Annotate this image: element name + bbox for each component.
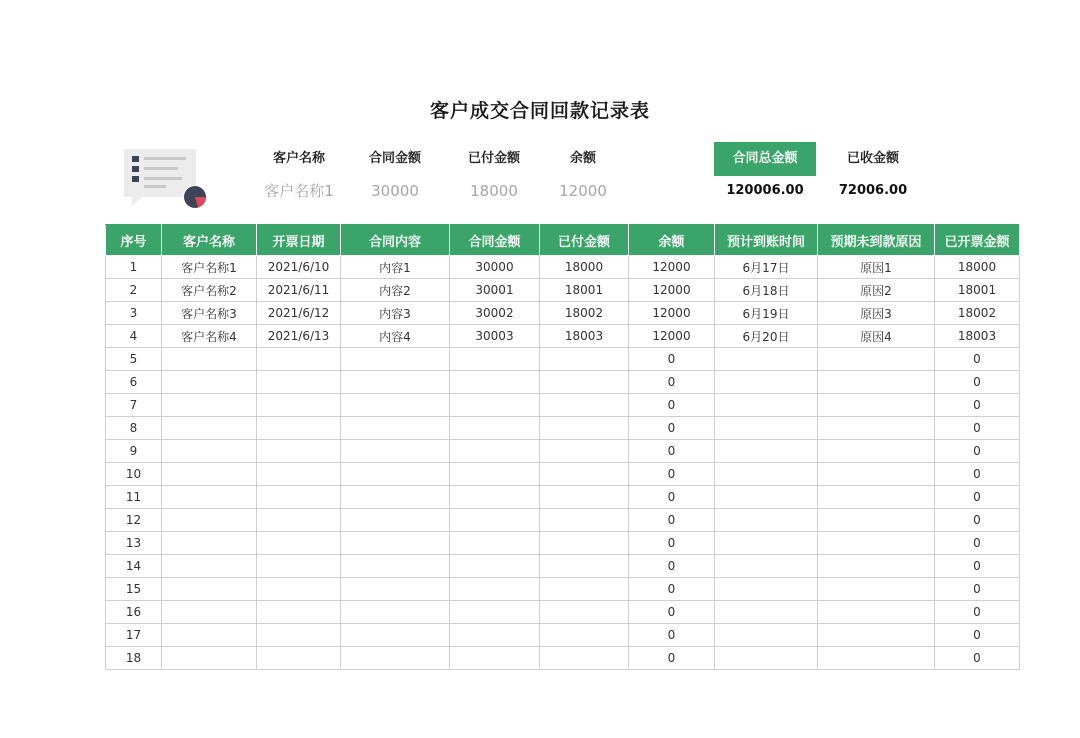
table-cell[interactable]: 0 — [629, 417, 715, 440]
table-cell[interactable] — [818, 555, 935, 578]
table-row — [106, 417, 1020, 440]
table-cell[interactable] — [818, 532, 935, 555]
table-cell[interactable] — [540, 348, 629, 371]
table-cell[interactable]: 6月19日 — [715, 302, 818, 325]
records-table — [105, 224, 1020, 670]
table-cell[interactable]: 10 — [106, 463, 162, 486]
table-cell[interactable] — [162, 509, 257, 532]
table-cell[interactable] — [450, 463, 540, 486]
table-cell[interactable]: 0 — [629, 532, 715, 555]
table-cell[interactable]: 18002 — [935, 302, 1020, 325]
table-cell[interactable] — [257, 555, 341, 578]
summary-received — [830, 147, 916, 201]
table-cell[interactable]: 18001 — [935, 279, 1020, 302]
summary-value-contract: 30000 — [371, 182, 419, 200]
table-cell[interactable] — [540, 647, 629, 670]
table-cell[interactable]: 0 — [935, 417, 1020, 440]
table-cell[interactable] — [162, 647, 257, 670]
table-cell[interactable] — [257, 348, 341, 371]
table-row — [106, 325, 1020, 348]
table-cell[interactable] — [341, 601, 450, 624]
table-cell[interactable]: 0 — [935, 394, 1020, 417]
table-row — [106, 279, 1020, 302]
column-header[interactable]: 预期未到款原因 — [818, 225, 935, 256]
table-cell[interactable] — [257, 578, 341, 601]
table-cell[interactable]: 0 — [629, 647, 715, 670]
table-cell[interactable] — [257, 486, 341, 509]
table-cell[interactable]: 原因4 — [818, 325, 935, 348]
table-cell[interactable] — [450, 348, 540, 371]
table-cell[interactable] — [162, 348, 257, 371]
table-cell[interactable]: 14 — [106, 555, 162, 578]
table-cell[interactable]: 0 — [935, 486, 1020, 509]
table-cell[interactable] — [257, 417, 341, 440]
table-cell[interactable]: 2 — [106, 279, 162, 302]
column-header[interactable]: 序号 — [106, 225, 162, 256]
table-row — [106, 256, 1020, 279]
table-cell[interactable] — [715, 601, 818, 624]
table-cell[interactable] — [162, 486, 257, 509]
table-cell[interactable] — [257, 394, 341, 417]
table-cell[interactable]: 0 — [935, 601, 1020, 624]
table-cell[interactable]: 2021/6/10 — [257, 256, 341, 279]
table-cell[interactable]: 30002 — [450, 302, 540, 325]
table-cell[interactable]: 0 — [935, 647, 1020, 670]
table-cell[interactable] — [257, 440, 341, 463]
table-row — [106, 532, 1020, 555]
table-cell[interactable] — [540, 555, 629, 578]
table-cell[interactable]: 16 — [106, 601, 162, 624]
summary-value-paid: 18000 — [470, 182, 518, 200]
table-cell[interactable]: 4 — [106, 325, 162, 348]
table-cell[interactable] — [162, 463, 257, 486]
table-row — [106, 440, 1020, 463]
table-cell[interactable]: 11 — [106, 486, 162, 509]
summary-value-balance: 12000 — [559, 182, 607, 200]
column-header[interactable]: 合同内容 — [341, 225, 450, 256]
table-cell[interactable] — [540, 624, 629, 647]
table-cell[interactable] — [715, 463, 818, 486]
table-row — [106, 578, 1020, 601]
table-cell[interactable]: 内容2 — [341, 279, 450, 302]
table-cell[interactable]: 原因2 — [818, 279, 935, 302]
table-cell[interactable]: 0 — [629, 348, 715, 371]
table-header-row — [106, 225, 1020, 256]
table-cell[interactable] — [540, 486, 629, 509]
table-cell[interactable] — [540, 417, 629, 440]
table-cell[interactable]: 12000 — [629, 256, 715, 279]
table-cell[interactable] — [450, 578, 540, 601]
table-cell[interactable]: 12 — [106, 509, 162, 532]
summary-label-total: 合同总金额 — [714, 142, 816, 176]
table-cell[interactable] — [818, 440, 935, 463]
table-cell[interactable]: 9 — [106, 440, 162, 463]
table-cell[interactable] — [818, 578, 935, 601]
table-cell[interactable]: 内容3 — [341, 302, 450, 325]
table-cell[interactable] — [257, 532, 341, 555]
table-row — [106, 302, 1020, 325]
table-cell[interactable] — [162, 394, 257, 417]
table-cell[interactable]: 0 — [629, 601, 715, 624]
table-cell[interactable]: 0 — [629, 624, 715, 647]
table-cell[interactable] — [162, 532, 257, 555]
table-cell[interactable] — [540, 463, 629, 486]
table-cell[interactable]: 6月18日 — [715, 279, 818, 302]
table-cell[interactable]: 18003 — [540, 325, 629, 348]
table-cell[interactable] — [341, 417, 450, 440]
table-cell[interactable]: 0 — [629, 509, 715, 532]
table-cell[interactable]: 0 — [629, 440, 715, 463]
table-row — [106, 486, 1020, 509]
table-cell[interactable] — [341, 486, 450, 509]
table-cell[interactable]: 0 — [629, 555, 715, 578]
table-cell[interactable] — [818, 509, 935, 532]
table-cell[interactable]: 0 — [629, 578, 715, 601]
table-cell[interactable] — [450, 394, 540, 417]
table-cell[interactable] — [540, 440, 629, 463]
document-chart-icon — [122, 148, 212, 212]
table-cell[interactable] — [540, 371, 629, 394]
column-header[interactable]: 已开票金额 — [935, 225, 1020, 256]
table-cell[interactable]: 0 — [629, 486, 715, 509]
column-header[interactable]: 客户名称 — [162, 225, 257, 256]
table-cell[interactable]: 18003 — [935, 325, 1020, 348]
summary-label-paid: 已付金额 — [467, 151, 520, 166]
column-header[interactable]: 预计到账时间 — [715, 225, 818, 256]
table-cell[interactable] — [818, 371, 935, 394]
table-cell[interactable] — [341, 578, 450, 601]
table-cell[interactable]: 18001 — [540, 279, 629, 302]
table-cell[interactable] — [450, 601, 540, 624]
table-cell[interactable] — [341, 532, 450, 555]
table-cell[interactable]: 18000 — [540, 256, 629, 279]
table-cell[interactable] — [450, 371, 540, 394]
table-cell[interactable]: 原因3 — [818, 302, 935, 325]
table-cell[interactable] — [162, 555, 257, 578]
table-cell[interactable] — [540, 601, 629, 624]
table-cell[interactable]: 12000 — [629, 302, 715, 325]
table-cell[interactable]: 0 — [629, 394, 715, 417]
table-cell[interactable] — [450, 647, 540, 670]
table-cell[interactable]: 0 — [935, 532, 1020, 555]
table-cell[interactable] — [162, 440, 257, 463]
summary-label-received: 已收金额 — [846, 151, 899, 166]
table-cell[interactable] — [341, 440, 450, 463]
table-cell[interactable]: 0 — [935, 624, 1020, 647]
table-cell[interactable] — [818, 417, 935, 440]
table-cell[interactable]: 30000 — [450, 256, 540, 279]
table-cell[interactable]: 客户名称1 — [162, 256, 257, 279]
table-cell[interactable]: 0 — [935, 440, 1020, 463]
summary-total — [714, 147, 816, 201]
column-header[interactable]: 开票日期 — [257, 225, 341, 256]
table-cell[interactable] — [341, 463, 450, 486]
summary-value-received: 72006.00 — [838, 183, 908, 198]
summary-balance — [528, 147, 638, 201]
table-row — [106, 348, 1020, 371]
table-cell[interactable]: 30001 — [450, 279, 540, 302]
table-cell[interactable] — [715, 348, 818, 371]
table-cell[interactable] — [715, 417, 818, 440]
table-cell[interactable] — [257, 647, 341, 670]
table-cell[interactable] — [540, 509, 629, 532]
table-cell[interactable] — [715, 371, 818, 394]
table-cell[interactable]: 12000 — [629, 325, 715, 348]
table-cell[interactable]: 7 — [106, 394, 162, 417]
table-cell[interactable] — [540, 532, 629, 555]
table-cell[interactable]: 0 — [935, 463, 1020, 486]
table-cell[interactable]: 0 — [935, 509, 1020, 532]
table-cell[interactable] — [162, 578, 257, 601]
table-cell[interactable] — [450, 486, 540, 509]
table-cell[interactable]: 12000 — [629, 279, 715, 302]
summary-customer — [244, 147, 354, 201]
page-title: 客户成交合同回款记录表 — [429, 100, 650, 122]
table-cell[interactable] — [257, 371, 341, 394]
table-cell[interactable]: 客户名称2 — [162, 279, 257, 302]
table-cell[interactable] — [715, 394, 818, 417]
table-cell[interactable]: 客户名称3 — [162, 302, 257, 325]
table-cell[interactable] — [715, 624, 818, 647]
table-cell[interactable]: 6 — [106, 371, 162, 394]
table-row — [106, 647, 1020, 670]
table-cell[interactable]: 5 — [106, 348, 162, 371]
table-cell[interactable] — [715, 555, 818, 578]
table-row — [106, 509, 1020, 532]
table-cell[interactable] — [341, 394, 450, 417]
summary-label-customer: 客户名称 — [272, 151, 325, 166]
table-cell[interactable] — [341, 348, 450, 371]
table-cell[interactable]: 客户名称4 — [162, 325, 257, 348]
table-cell[interactable] — [450, 440, 540, 463]
table-cell[interactable] — [450, 555, 540, 578]
column-header[interactable]: 余额 — [629, 225, 715, 256]
table-cell[interactable] — [341, 624, 450, 647]
summary-value-total: 120006.00 — [726, 183, 804, 198]
column-header[interactable]: 合同金额 — [450, 225, 540, 256]
table-cell[interactable] — [341, 555, 450, 578]
table-cell[interactable] — [257, 601, 341, 624]
table-cell[interactable] — [715, 486, 818, 509]
table-cell[interactable] — [450, 509, 540, 532]
summary-contract — [340, 147, 450, 201]
table-cell[interactable] — [162, 371, 257, 394]
table-cell[interactable] — [162, 624, 257, 647]
table-cell[interactable]: 0 — [629, 463, 715, 486]
table-cell[interactable]: 15 — [106, 578, 162, 601]
table-cell[interactable] — [257, 463, 341, 486]
table-cell[interactable]: 内容4 — [341, 325, 450, 348]
table-cell[interactable]: 18002 — [540, 302, 629, 325]
table-cell[interactable] — [715, 647, 818, 670]
table-cell[interactable]: 内容1 — [341, 256, 450, 279]
table-cell[interactable]: 2021/6/12 — [257, 302, 341, 325]
table-cell[interactable] — [450, 417, 540, 440]
table-cell[interactable]: 原因1 — [818, 256, 935, 279]
table-cell[interactable]: 30003 — [450, 325, 540, 348]
table-cell[interactable]: 3 — [106, 302, 162, 325]
table-cell[interactable]: 13 — [106, 532, 162, 555]
table-cell[interactable] — [162, 601, 257, 624]
table-cell[interactable]: 2021/6/13 — [257, 325, 341, 348]
table-cell[interactable] — [715, 532, 818, 555]
table-cell[interactable]: 0 — [935, 578, 1020, 601]
table-cell[interactable] — [450, 624, 540, 647]
table-cell[interactable]: 6月17日 — [715, 256, 818, 279]
table-row — [106, 624, 1020, 647]
table-cell[interactable]: 17 — [106, 624, 162, 647]
table-cell[interactable] — [715, 440, 818, 463]
table-cell[interactable] — [818, 647, 935, 670]
table-cell[interactable] — [818, 601, 935, 624]
column-header[interactable]: 已付金额 — [540, 225, 629, 256]
table-row — [106, 555, 1020, 578]
table-cell[interactable] — [341, 647, 450, 670]
table-cell[interactable] — [540, 578, 629, 601]
table-cell[interactable] — [162, 417, 257, 440]
table-cell[interactable] — [818, 348, 935, 371]
table-cell[interactable] — [341, 371, 450, 394]
summary-label-contract: 合同金额 — [368, 151, 421, 166]
table-cell[interactable] — [257, 624, 341, 647]
summary-label-balance: 余额 — [569, 151, 596, 166]
table-cell[interactable] — [818, 624, 935, 647]
table-body — [106, 256, 1020, 670]
table-cell[interactable]: 18000 — [935, 256, 1020, 279]
table-cell[interactable]: 0 — [935, 371, 1020, 394]
table-cell[interactable]: 0 — [629, 371, 715, 394]
table-cell[interactable]: 6月20日 — [715, 325, 818, 348]
table-cell[interactable]: 0 — [935, 555, 1020, 578]
table-cell[interactable] — [540, 394, 629, 417]
table-cell[interactable] — [818, 463, 935, 486]
table-row — [106, 463, 1020, 486]
table-row — [106, 601, 1020, 624]
table-cell[interactable] — [341, 509, 450, 532]
table-cell[interactable]: 8 — [106, 417, 162, 440]
table-cell[interactable] — [450, 532, 540, 555]
table-cell[interactable] — [257, 509, 341, 532]
table-cell[interactable] — [818, 394, 935, 417]
table-cell[interactable]: 0 — [935, 348, 1020, 371]
table-cell[interactable] — [818, 486, 935, 509]
table-cell[interactable] — [715, 509, 818, 532]
summary-value-customer: 客户名称1 — [264, 182, 334, 200]
table-row — [106, 371, 1020, 394]
table-cell[interactable]: 18 — [106, 647, 162, 670]
table-cell[interactable]: 1 — [106, 256, 162, 279]
table-cell[interactable]: 2021/6/11 — [257, 279, 341, 302]
table-row — [106, 394, 1020, 417]
table-cell[interactable] — [715, 578, 818, 601]
